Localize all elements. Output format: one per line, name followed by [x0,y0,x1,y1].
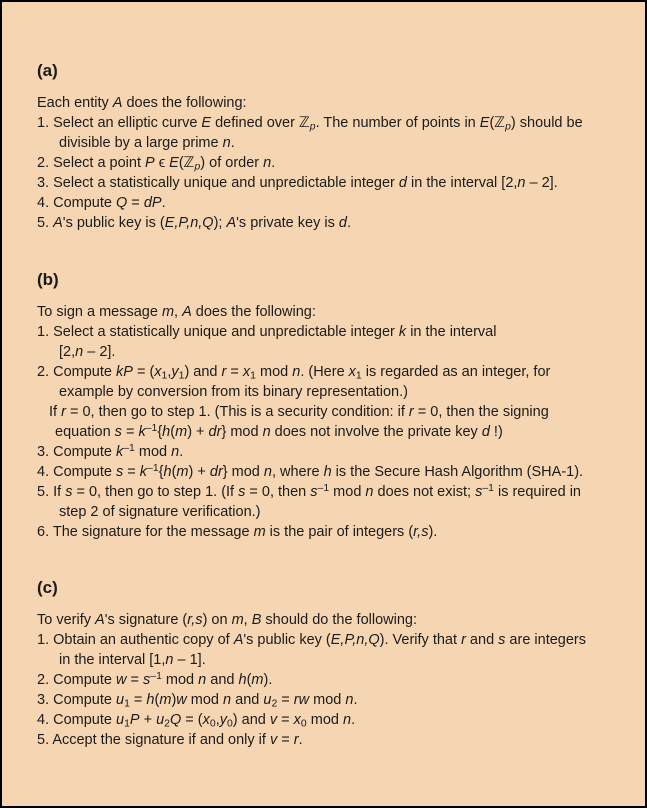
text-run: ) on [202,612,232,628]
text-run: r,s [413,524,429,540]
text-run: Each entity [37,95,113,111]
text-run: mod [329,484,366,500]
text-run: A [233,632,244,648]
text-run: 1 [124,698,130,710]
text-run: s [310,484,318,500]
text-run: example by conversion from its binary representation.) [59,384,408,400]
text-run: 3. Compute [37,692,116,708]
text-run: r [293,732,299,748]
text-run: mod [161,672,199,688]
text-run: 6. The signature for the message [37,524,254,540]
text-run: , [243,612,252,628]
text-run: m [253,524,266,540]
text-run: = ( [181,712,203,728]
text-run: B [251,612,262,628]
text-run: . [351,712,356,728]
text-run: ) and [184,364,222,380]
text-run: To sign a message [37,304,162,320]
section-c-heading: (c) [37,578,58,597]
text-run: x [348,364,356,380]
text-run: s [116,464,124,480]
text-run: r [221,364,227,380]
text-run: A [226,215,237,231]
text-run: m [175,424,188,440]
text-run: A [95,612,105,628]
text-run: s [114,424,122,440]
text-run: 1 [178,370,185,382]
text-run: n [198,672,207,688]
text-run: x [293,712,301,728]
text-run: ( [178,155,184,171]
text-run: . [179,444,184,460]
text-run: n [292,364,301,380]
section-a-heading: (a) [37,61,58,80]
text-run: r,s [187,612,203,628]
text-run: . [346,215,351,231]
text-run: does the following: [122,95,247,111]
text-run: n [262,424,271,440]
text-run: 1. Select an elliptic curve [37,115,202,131]
text-run: n [345,692,354,708]
text-line [37,610,631,630]
text-run: 0 [300,718,307,730]
text-run: n [342,712,352,728]
text-run: If [49,404,62,420]
text-run: n [171,444,180,460]
text-run: ℤ [494,115,506,131]
text-run: = ( [132,364,155,380]
text-run: p [194,161,201,173]
text-line [37,93,631,113]
text-line [37,382,631,402]
text-run: 4. Compute [37,712,116,728]
text-run: A [182,304,192,320]
text-run: r [408,404,414,420]
text-run: { [157,424,163,440]
text-run: –1 [145,422,158,434]
text-run: and [231,692,264,708]
text-run: w [116,672,127,688]
text-run: k [138,424,146,440]
text-run: Q [169,712,182,728]
text-run: 's private key is [236,215,339,231]
text-run: m [251,672,264,688]
text-run: 3. Compute [37,444,116,460]
text-run: 's public key is ( [62,215,165,231]
text-run: 2. Compute [37,672,116,688]
text-run: E [169,155,179,171]
text-run: = [123,464,140,480]
text-line [37,402,631,422]
text-run: x [242,364,251,380]
text-run: + [139,712,157,728]
text-run: , [174,304,183,320]
text-run: { [158,464,164,480]
text-line [37,630,631,650]
text-run: ). [263,672,273,688]
text-line [37,213,631,233]
text-run: = [277,692,294,708]
text-run: m [159,692,172,708]
text-run: 's public key ( [243,632,331,648]
text-run: . (Here [300,364,349,380]
text-run: n [263,464,272,480]
text-run: v [269,712,278,728]
text-run: r [61,404,66,420]
text-run: u [116,712,125,728]
text-run: u [116,692,125,708]
text-line [37,462,631,482]
text-line [37,730,631,750]
text-run: mod [255,364,293,380]
text-run: . [161,195,166,211]
text-run: , [167,364,172,380]
text-run: } mod [221,424,263,440]
text-run: x [154,364,162,380]
text-run: n [222,135,231,151]
text-run: Q [116,195,128,211]
text-run: E,P,n,Q [330,632,380,648]
text-run: ϵ [154,155,170,171]
section-b-heading: (b) [37,270,59,289]
section-c-lines [37,610,631,750]
text-run: should do the following: [261,612,417,628]
text-run: = 0, then go to step 1. (This is a security condition: if [65,404,409,420]
text-line [37,362,631,382]
text-run: 4. Compute [37,464,116,480]
text-run: , where [271,464,324,480]
text-line [37,482,631,502]
text-run: = [226,364,243,380]
text-run: 1 [161,370,168,382]
text-run: } mod [222,464,264,480]
text-run: x [202,712,210,728]
text-run: ( [246,672,252,688]
text-run: s [475,484,483,500]
text-run: ( [154,692,160,708]
text-run: 1. Obtain an authentic copy of [37,632,234,648]
text-line [37,302,631,322]
text-line [37,710,631,730]
text-run: ). Verify that [379,632,462,648]
text-run: defined over [211,115,299,131]
text-run: mod [186,692,224,708]
text-run: 1 [250,370,256,382]
text-run: , [215,712,220,728]
text-run: = 0, then the signing [413,404,549,420]
section-b-lines [37,302,631,542]
text-line [37,193,631,213]
text-run: is the pair of integers ( [265,524,414,540]
text-run: ( [489,115,495,131]
text-run: 5. [37,215,54,231]
text-run: E [201,115,212,131]
text-run: d [398,175,407,191]
text-line [37,133,631,153]
text-run: dr [208,424,222,440]
text-line [37,422,631,442]
text-line [37,670,631,690]
text-run: –1 [150,670,162,682]
text-run: m [231,612,244,628]
section-key-generation [37,60,631,233]
text-run: 5. If [37,484,66,500]
text-run: m [176,464,189,480]
text-run: is regarded as an integer, for [361,364,551,380]
text-run: 0 [226,718,233,730]
text-line [37,342,631,362]
text-line [37,442,631,462]
text-run: ). [428,524,438,540]
text-run: 4. Compute [37,195,116,211]
text-run: ) + [187,424,209,440]
text-run: To verify [37,612,96,628]
text-run: p [505,121,511,133]
text-run: h [238,672,247,688]
text-run: m [161,304,175,320]
text-run: E,P,n,Q [164,215,214,231]
text-run: A [53,215,63,231]
text-run: – 2]. [83,344,116,360]
text-line [37,522,631,542]
text-run: = [129,692,147,708]
text-run: s [143,672,151,688]
text-line [37,173,631,193]
text-run: h [163,464,172,480]
text-run: –1 [123,442,135,454]
text-run: does not exist; [373,484,476,500]
text-run: ) + [188,464,210,480]
text-run: . [298,732,303,748]
text-run: w [176,692,187,708]
text-run: 2. Select a point [37,155,146,171]
text-run: s [238,484,246,500]
text-run: E [479,115,490,131]
text-run: mod [134,444,172,460]
text-run: . The number of points in [315,115,480,131]
text-run: 2. Compute [37,364,116,380]
text-run: –1 [317,482,330,494]
text-run: and [206,672,239,688]
text-run: ) should be [510,115,583,131]
text-run: = [127,195,144,211]
text-line [37,690,631,710]
text-run: 1. Select a statistically unique and unpredictable integer [37,324,399,340]
text-run: kP [116,364,133,380]
text-run: ( [170,424,176,440]
text-run: equation [55,424,115,440]
text-run: = 0, then go to step 1. (If [72,484,239,500]
text-run: ) and [232,712,270,728]
text-line [37,502,631,522]
text-run: n [223,692,232,708]
text-run: in the interval [1, [59,652,166,668]
text-run: n [365,484,374,500]
text-run: u [156,712,165,728]
text-run: 3. Select a statistically unique and unpredictable integer [37,175,399,191]
text-run: mod [306,712,343,728]
text-run: 1 [355,370,362,382]
text-run: s [65,484,73,500]
text-run: d [481,424,490,440]
text-run: ); [213,215,227,231]
text-run: n [165,652,174,668]
text-run: h [162,424,171,440]
text-run: = [277,732,294,748]
text-run: 5. Accept the signature if and only if [37,732,270,748]
text-run: 2 [271,698,278,710]
text-run: = [126,672,144,688]
text-run: ℤ [183,155,195,171]
text-line [37,650,631,670]
text-run: does the following: [191,304,316,320]
text-run: u [263,692,272,708]
text-run: – 2]. [525,175,558,191]
text-run: [2, [59,344,76,360]
text-line [37,153,631,173]
text-run: step 2 of signature verification.) [59,504,261,520]
text-run: . [230,135,235,151]
text-run: d [338,215,347,231]
text-line [37,322,631,342]
text-run: v [269,732,278,748]
text-run: !) [489,424,503,440]
text-run: ) of order [200,155,264,171]
text-run: r [461,632,466,648]
text-run: ( [171,464,177,480]
text-run: dr [209,464,223,480]
text-run: –1 [147,462,159,474]
text-run: p [309,121,316,133]
text-run: ) [171,692,177,708]
text-run: are integers [505,632,587,648]
text-run: and [465,632,499,648]
text-run: h [146,692,155,708]
text-run: rw [293,692,310,708]
text-run: . [271,155,276,171]
text-run: divisible by a large prime [59,135,223,151]
text-run: h [323,464,332,480]
text-run: = 0, then [245,484,311,500]
text-run: dP [143,195,162,211]
text-run: in the interval [406,324,497,340]
text-run: k [116,444,124,460]
text-run: ℤ [298,115,310,131]
text-run: 1 [124,718,130,730]
text-run: A [112,95,123,111]
text-run: y [219,712,227,728]
text-line [37,113,631,133]
text-run: = [277,712,294,728]
text-run: 2 [164,718,170,730]
text-run: is the Secure Hash Algorithm (SHA-1). [331,464,584,480]
text-run: y [171,364,179,380]
section-signing [37,269,631,542]
text-run: in the interval [2, [407,175,518,191]
text-run: is required in [493,484,581,500]
text-run: s [498,632,506,648]
text-run: 0 [209,718,216,730]
text-run: n [263,155,272,171]
text-run: n [517,175,526,191]
text-run: . [353,692,358,708]
text-run: k [398,324,407,340]
text-run: = [121,424,139,440]
text-run: n [75,344,84,360]
text-run: does not involve the private key [270,424,482,440]
section-a-lines [37,93,631,233]
text-run: P [145,155,155,171]
text-run: k [139,464,148,480]
text-run: mod [309,692,346,708]
text-run: P [129,712,140,728]
text-run: – 1]. [173,652,206,668]
text-run: –1 [482,482,494,494]
section-verification [37,577,631,750]
text-run: 's signature ( [104,612,188,628]
